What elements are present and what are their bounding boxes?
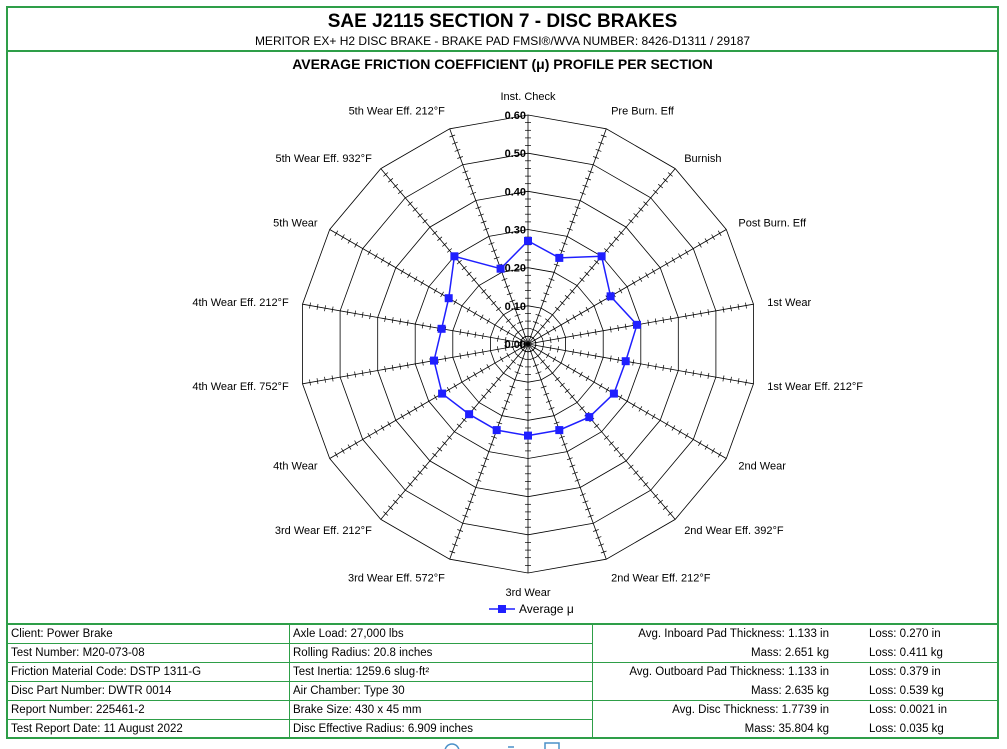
grid-tick	[434, 288, 437, 293]
category-label: 4th Wear Eff. 752°F	[192, 381, 289, 394]
grid-tick	[482, 349, 483, 355]
grid-tick	[586, 376, 589, 381]
grid-tick	[655, 364, 656, 370]
grid-tick	[573, 349, 574, 355]
grid-tick	[310, 303, 311, 309]
grid-tick	[618, 325, 619, 331]
grid-tick	[408, 410, 411, 415]
grid-tick	[746, 303, 747, 309]
data-point	[450, 252, 458, 260]
grid-tick	[408, 273, 411, 278]
category-label: Post Burn. Eff	[738, 217, 807, 230]
grid-tick	[400, 319, 401, 325]
grid-tick	[672, 425, 675, 430]
grid-tick	[663, 365, 664, 371]
grid-tick	[414, 406, 417, 411]
grid-tick	[718, 452, 721, 457]
category-label: 2nd Wear	[738, 460, 786, 473]
grid-tick	[632, 403, 635, 408]
category-label: 1st Wear	[767, 296, 812, 309]
report-header	[8, 8, 997, 52]
data-point	[524, 432, 532, 440]
grid-tick	[375, 429, 378, 434]
grid-tick	[475, 332, 476, 338]
grid-tick	[348, 445, 351, 450]
category-label: Burnish	[684, 152, 722, 165]
category-label: 5th Wear Eff. 932°F	[275, 152, 372, 165]
grid-tick	[475, 350, 476, 356]
wear-loss: Loss: 0.379 in	[869, 666, 941, 678]
grid-tick	[335, 231, 338, 236]
grid-tick	[606, 387, 609, 392]
grid-tick	[474, 311, 477, 316]
grid-tick	[480, 315, 483, 320]
grid-tick	[445, 356, 446, 362]
wear-loss: Loss: 0.270 in	[869, 628, 941, 640]
grid-tick	[355, 441, 358, 446]
grid-tick	[401, 269, 404, 274]
test-info-panel	[8, 625, 997, 739]
data-point	[598, 252, 606, 260]
grid-tick	[347, 373, 348, 379]
grid-tick	[348, 238, 351, 243]
grid-tick	[599, 299, 602, 304]
info-report-number: Report Number: 225461-2	[8, 701, 289, 720]
info-test-number: Test Number: M20-073-08	[8, 644, 289, 663]
report-frame	[6, 6, 999, 739]
series-line	[434, 241, 637, 436]
data-point	[493, 426, 501, 434]
radar-chart	[8, 52, 997, 623]
info-column-setup	[290, 625, 593, 739]
grid-tick	[708, 373, 709, 379]
grid-tick	[738, 304, 739, 310]
grid-tick	[500, 326, 503, 331]
grid-tick	[480, 368, 483, 373]
info-client: Client: Power Brake	[8, 625, 289, 644]
grid-tick	[610, 356, 611, 362]
grid-tick	[401, 414, 404, 419]
info-rolling-radius: Rolling Radius: 20.8 inches	[290, 644, 592, 663]
category-label: 5th Wear	[273, 217, 318, 230]
data-point	[430, 357, 438, 365]
grid-tick	[700, 311, 701, 317]
grid-tick	[665, 422, 668, 427]
report-title: SAE J2115 SECTION 7 - DISC BRAKES	[327, 11, 678, 32]
grid-tick	[317, 378, 318, 384]
grid-tick	[579, 372, 582, 377]
grid-tick	[375, 254, 378, 259]
grid-tick	[599, 383, 602, 388]
grid-tick	[746, 380, 747, 386]
data-point	[497, 265, 505, 273]
grid-tick	[700, 372, 701, 378]
grid-tick	[362, 370, 363, 376]
grid-tick	[738, 378, 739, 384]
grid-tick	[566, 319, 569, 324]
grid-tick	[400, 364, 401, 370]
grid-tick	[693, 370, 694, 376]
grid-tick	[368, 250, 371, 255]
data-point	[524, 237, 532, 245]
info-axle-load: Axle Load: 27,000 lbs	[290, 625, 592, 644]
grid-tick	[434, 395, 437, 400]
radial-tick-label: 0.50	[504, 148, 526, 161]
data-point	[610, 390, 618, 398]
chart-title: AVERAGE FRICTION COEFFICIENT (μ) PROFILE PER SECTION	[292, 56, 713, 72]
grid-tick	[540, 334, 543, 339]
grid-tick	[632, 280, 635, 285]
grid-tick	[474, 372, 477, 377]
grid-tick	[546, 353, 549, 358]
data-point	[438, 325, 446, 333]
grid-tick	[648, 320, 649, 326]
grid-tick	[414, 277, 417, 282]
grid-tick	[553, 357, 556, 362]
grid-tick	[341, 448, 344, 453]
wear-label: Mass: 35.804 kg	[744, 723, 829, 735]
info-column-client	[8, 625, 290, 739]
grid-tick	[341, 235, 344, 240]
grid-tick	[347, 309, 348, 315]
grid-spoke	[528, 129, 606, 344]
legend-label: Average μ	[519, 602, 574, 616]
grid-tick	[672, 257, 675, 262]
grid-tick	[655, 319, 656, 325]
grid-tick	[698, 242, 701, 247]
grid-spoke	[528, 344, 606, 559]
data-point	[585, 413, 593, 421]
info-disc-part: Disc Part Number: DWTR 0014	[8, 682, 289, 701]
grid-tick	[546, 330, 549, 335]
grid-tick	[482, 333, 483, 339]
radial-tick-label: 0.40	[504, 186, 526, 199]
grid-tick	[407, 320, 408, 326]
grid-tick	[573, 315, 576, 320]
wear-row	[593, 701, 997, 720]
grid-tick	[646, 410, 649, 415]
grid-tick	[381, 425, 384, 430]
grid-tick	[579, 311, 582, 316]
grid-tick	[705, 238, 708, 243]
grid-tick	[573, 368, 576, 373]
wear-row	[593, 625, 997, 644]
info-air-chamber: Air Chamber: Type 30	[290, 682, 592, 701]
grid-tick	[441, 292, 444, 297]
grid-tick	[407, 362, 408, 368]
grid-tick	[619, 395, 622, 400]
grid-tick	[580, 332, 581, 338]
grid-tick	[580, 350, 581, 356]
data-point	[622, 357, 630, 365]
grid-tick	[540, 349, 543, 354]
grid-tick	[663, 317, 664, 323]
grid-tick	[454, 383, 457, 388]
wear-loss: Loss: 0.411 kg	[869, 647, 943, 659]
grid-tick	[646, 273, 649, 278]
grid-tick	[705, 445, 708, 450]
grid-tick	[467, 307, 470, 312]
wear-row	[593, 682, 997, 701]
grid-tick	[421, 403, 424, 408]
grid-tick	[648, 362, 649, 368]
category-label: Inst. Check	[500, 91, 556, 103]
grid-tick	[430, 324, 431, 330]
grid-tick	[679, 429, 682, 434]
category-label: 3rd Wear Eff. 572°F	[347, 572, 445, 585]
wear-row	[593, 644, 997, 663]
grid-tick	[698, 441, 701, 446]
wear-loss: Loss: 0.035 kg	[869, 723, 944, 735]
grid-tick	[421, 280, 424, 285]
grid-tick	[487, 364, 490, 369]
category-label: 1st Wear Eff. 212°F	[767, 381, 864, 394]
wear-label: Avg. Inboard Pad Thickness: 1.133 in	[638, 628, 829, 640]
grid-tick	[467, 376, 470, 381]
category-label: 3rd Wear Eff. 212°F	[274, 525, 372, 538]
grid-tick	[718, 231, 721, 236]
grid-tick	[362, 312, 363, 318]
grid-tick	[487, 319, 490, 324]
radial-tick-label: 0.30	[504, 224, 526, 237]
grid-tick	[679, 254, 682, 259]
wear-label: Mass: 2.635 kg	[751, 685, 829, 697]
grid-tick	[388, 422, 391, 427]
category-label: Pre Burn. Eff	[611, 105, 674, 118]
grid-tick	[625, 324, 626, 330]
grid-tick	[500, 357, 503, 362]
grid-tick	[392, 365, 393, 371]
data-point	[555, 254, 563, 262]
grid-tick	[368, 433, 371, 438]
grid-tick	[447, 387, 450, 392]
grid-tick	[665, 261, 668, 266]
grid-tick	[652, 414, 655, 419]
wear-label: Avg. Disc Thickness: 1.7739 in	[672, 704, 829, 716]
data-point	[445, 294, 453, 302]
grid-tick	[586, 307, 589, 312]
category-label: 2nd Wear Eff. 392°F	[684, 525, 784, 538]
grid-tick	[355, 311, 356, 317]
grid-tick	[355, 372, 356, 378]
radial-tick-label: 0.60	[504, 110, 526, 122]
data-point	[438, 390, 446, 398]
data-point	[555, 426, 563, 434]
grid-spoke	[450, 344, 528, 559]
grid-tick	[392, 317, 393, 323]
grid-tick	[619, 288, 622, 293]
grid-tick	[381, 257, 384, 262]
grid-tick	[507, 353, 510, 358]
grid-tick	[573, 333, 574, 339]
grid-tick	[685, 433, 688, 438]
info-friction-code: Friction Material Code: DSTP 1311-G	[8, 663, 289, 682]
radial-tick-label: 0.20	[504, 262, 526, 275]
grid-tick	[317, 304, 318, 310]
data-point	[633, 321, 641, 329]
grid-tick	[652, 269, 655, 274]
grid-tick	[685, 250, 688, 255]
wear-loss: Loss: 0.0021 in	[869, 704, 948, 716]
info-disc-radius: Disc Effective Radius: 6.909 inches	[293, 723, 474, 735]
grid-tick	[507, 330, 510, 335]
wear-label: Mass: 2.651 kg	[751, 647, 829, 659]
grid-tick	[712, 448, 715, 453]
grid-tick	[388, 261, 391, 266]
grid-tick	[553, 326, 556, 331]
data-point	[607, 292, 615, 300]
category-label: 5th Wear Eff. 212°F	[348, 105, 445, 118]
grid-tick	[566, 364, 569, 369]
wear-label: Avg. Outboard Pad Thickness: 1.133 in	[629, 666, 829, 678]
wear-row	[593, 720, 997, 739]
category-label: 3rd Wear	[505, 587, 551, 599]
grid-tick	[708, 309, 709, 315]
wear-loss: Loss: 0.539 kg	[869, 685, 944, 697]
grid-tick	[639, 277, 642, 282]
info-report-date: Test Report Date: 11 August 2022	[11, 723, 183, 735]
grid-tick	[639, 406, 642, 411]
grid-tick	[454, 299, 457, 304]
category-label: 4th Wear Eff. 212°F	[192, 296, 289, 309]
grid-tick	[693, 312, 694, 318]
data-point	[465, 410, 473, 418]
info-brake-size: Brake Size: 430 x 45 mm	[290, 701, 592, 720]
grid-tick	[618, 357, 619, 363]
radial-tick-label: 0.00	[504, 339, 526, 351]
grid-tick	[712, 235, 715, 240]
category-label: 2nd Wear Eff. 212°F	[611, 572, 711, 585]
info-column-wear	[593, 625, 997, 739]
info-test-inertia: Test Inertia: 1259.6 slug·ft²	[290, 663, 592, 682]
report-subtitle: MERITOR EX+ H2 DISC BRAKE - BRAKE PAD FMSI®/WVA NUMBER: 8426-D1311 / 29187	[254, 34, 751, 48]
grid-tick	[335, 452, 338, 457]
footer-logo-fragment	[430, 741, 570, 749]
wear-row	[593, 663, 997, 682]
grid-tick	[610, 327, 611, 333]
chart-panel	[8, 52, 997, 625]
category-label: 4th Wear	[273, 460, 318, 473]
grid-tick	[310, 380, 311, 386]
radial-tick-label: 0.10	[504, 300, 526, 313]
grid-tick	[355, 242, 358, 247]
legend-marker	[498, 605, 506, 613]
